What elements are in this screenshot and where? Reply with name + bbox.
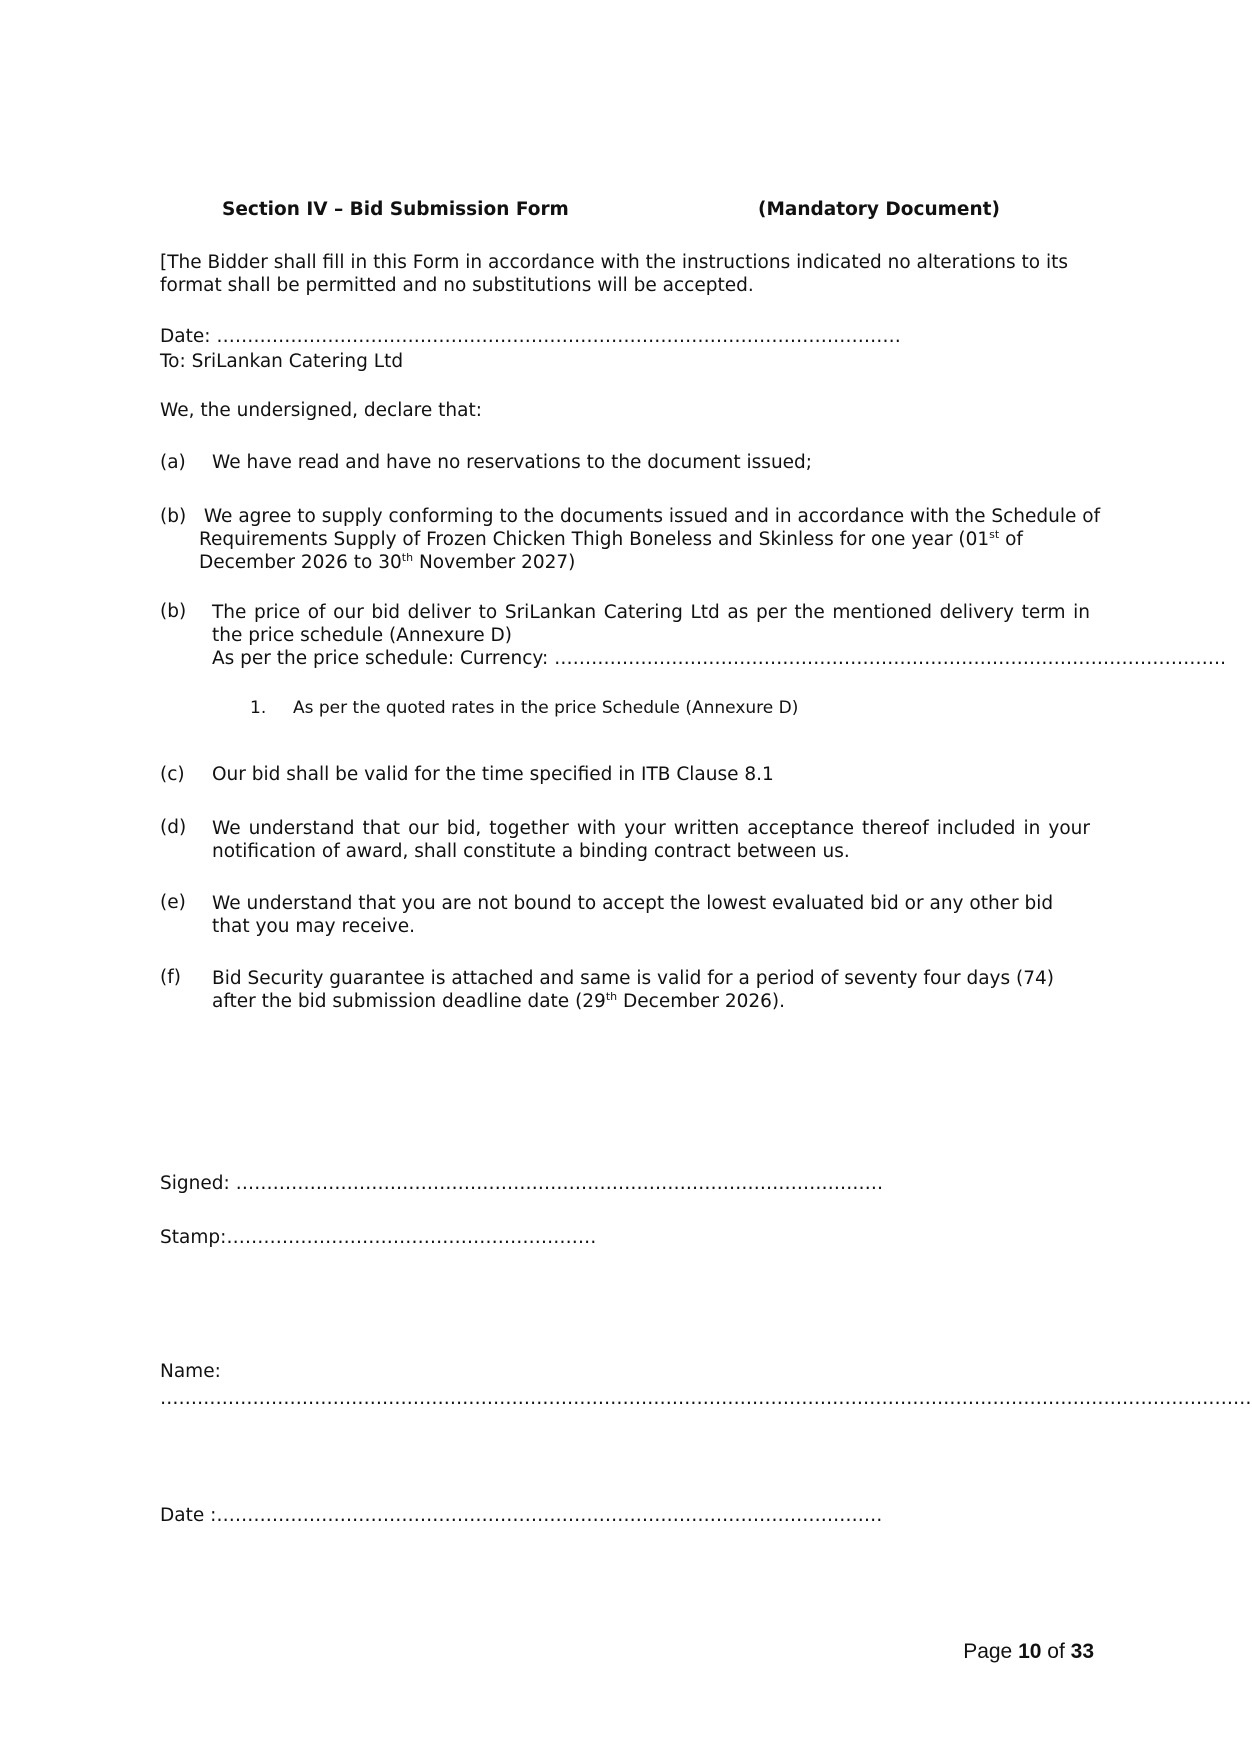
stamp-field: Stamp:……………………………………………………	[160, 1227, 597, 1248]
section-title: Section IV – Bid Submission Form	[222, 199, 569, 220]
item-b-supply-label: (b)	[160, 506, 187, 527]
signed-field: Signed: ……………………………………………………………………………………………	[160, 1173, 884, 1194]
page-prefix: Page	[963, 1640, 1013, 1663]
item-f-text-2: December 2026).	[617, 991, 786, 1012]
sub-item-number: 1.	[250, 698, 267, 718]
item-e-text: We understand that you are not bound to accept the lowest evaluated bid or any other bid that you may receive.	[212, 893, 1054, 937]
signature-date-field: Date :………………………………………………………………………………………………	[160, 1505, 883, 1526]
page-total: 33	[1070, 1640, 1094, 1663]
item-f-text-1: Bid Security guarantee is attached and same is valid for a period of seventy four days (74) after the bid submission deadline date (29	[212, 968, 1054, 1012]
item-f-text	[212, 967, 1092, 1013]
item-d-label: (d)	[160, 817, 187, 838]
addressee: To: SriLankan Catering Ltd	[160, 351, 404, 372]
item-b-supply	[160, 505, 1104, 574]
item-e-label: (e)	[160, 892, 186, 913]
item-c-label: (c)	[160, 764, 185, 785]
currency-field: As per the price schedule: Currency: ……………………………………………………………………………………………….	[212, 648, 1226, 669]
intro-instruction: [The Bidder shall fill in this Form in accordance with the instructions indicated no alterations to its format shall be permitted and no substitutions will be accepted.	[160, 252, 1069, 296]
item-b-price-label: (b)	[160, 601, 187, 622]
page-current: 10	[1018, 1640, 1042, 1663]
mandatory-tag: (Mandatory Document)	[758, 199, 1000, 220]
item-b-supply-text-3: November 2027)	[413, 552, 576, 573]
item-b-price-text: The price of our bid deliver to SriLankan Catering Ltd as per the mentioned delivery term in the price schedule (Annexure D)	[212, 602, 1090, 646]
item-a-label: (a)	[160, 452, 186, 473]
item-f-sup: th	[605, 989, 618, 1003]
declaration-intro: We, the undersigned, declare that:	[160, 400, 482, 421]
item-b-supply-sup-2: th	[401, 550, 414, 564]
page-number	[963, 1640, 1094, 1664]
item-f-label: (f)	[160, 967, 181, 988]
item-b-supply-text-1: We agree to supply conforming to the documents issued and in accordance with the Schedule of Requirements Supply of Frozen Chicken Thigh Boneless and Skinless for one year (01	[199, 506, 1101, 550]
name-field-dots: ……………………………………………………………………………………………………………………………………………………………	[160, 1388, 1252, 1409]
item-b-supply-sup-1: st	[989, 527, 1000, 541]
page-of: of	[1047, 1640, 1065, 1663]
name-label: Name:	[160, 1361, 221, 1382]
item-b-supply-text-2: of December 2026 to 30	[199, 529, 1023, 573]
sub-item-text: As per the quoted rates in the price Schedule (Annexure D)	[293, 698, 799, 718]
item-d-text: We understand that our bid, together with your written acceptance thereof included in your notification of award, shall constitute a binding contract between us.	[212, 818, 1090, 862]
date-field: Date: …………………………………………………………………………………………………	[160, 326, 901, 347]
item-a-text: We have read and have no reservations to the document issued;	[212, 452, 813, 473]
item-c-text: Our bid shall be valid for the time specified in ITB Clause 8.1	[212, 764, 774, 785]
